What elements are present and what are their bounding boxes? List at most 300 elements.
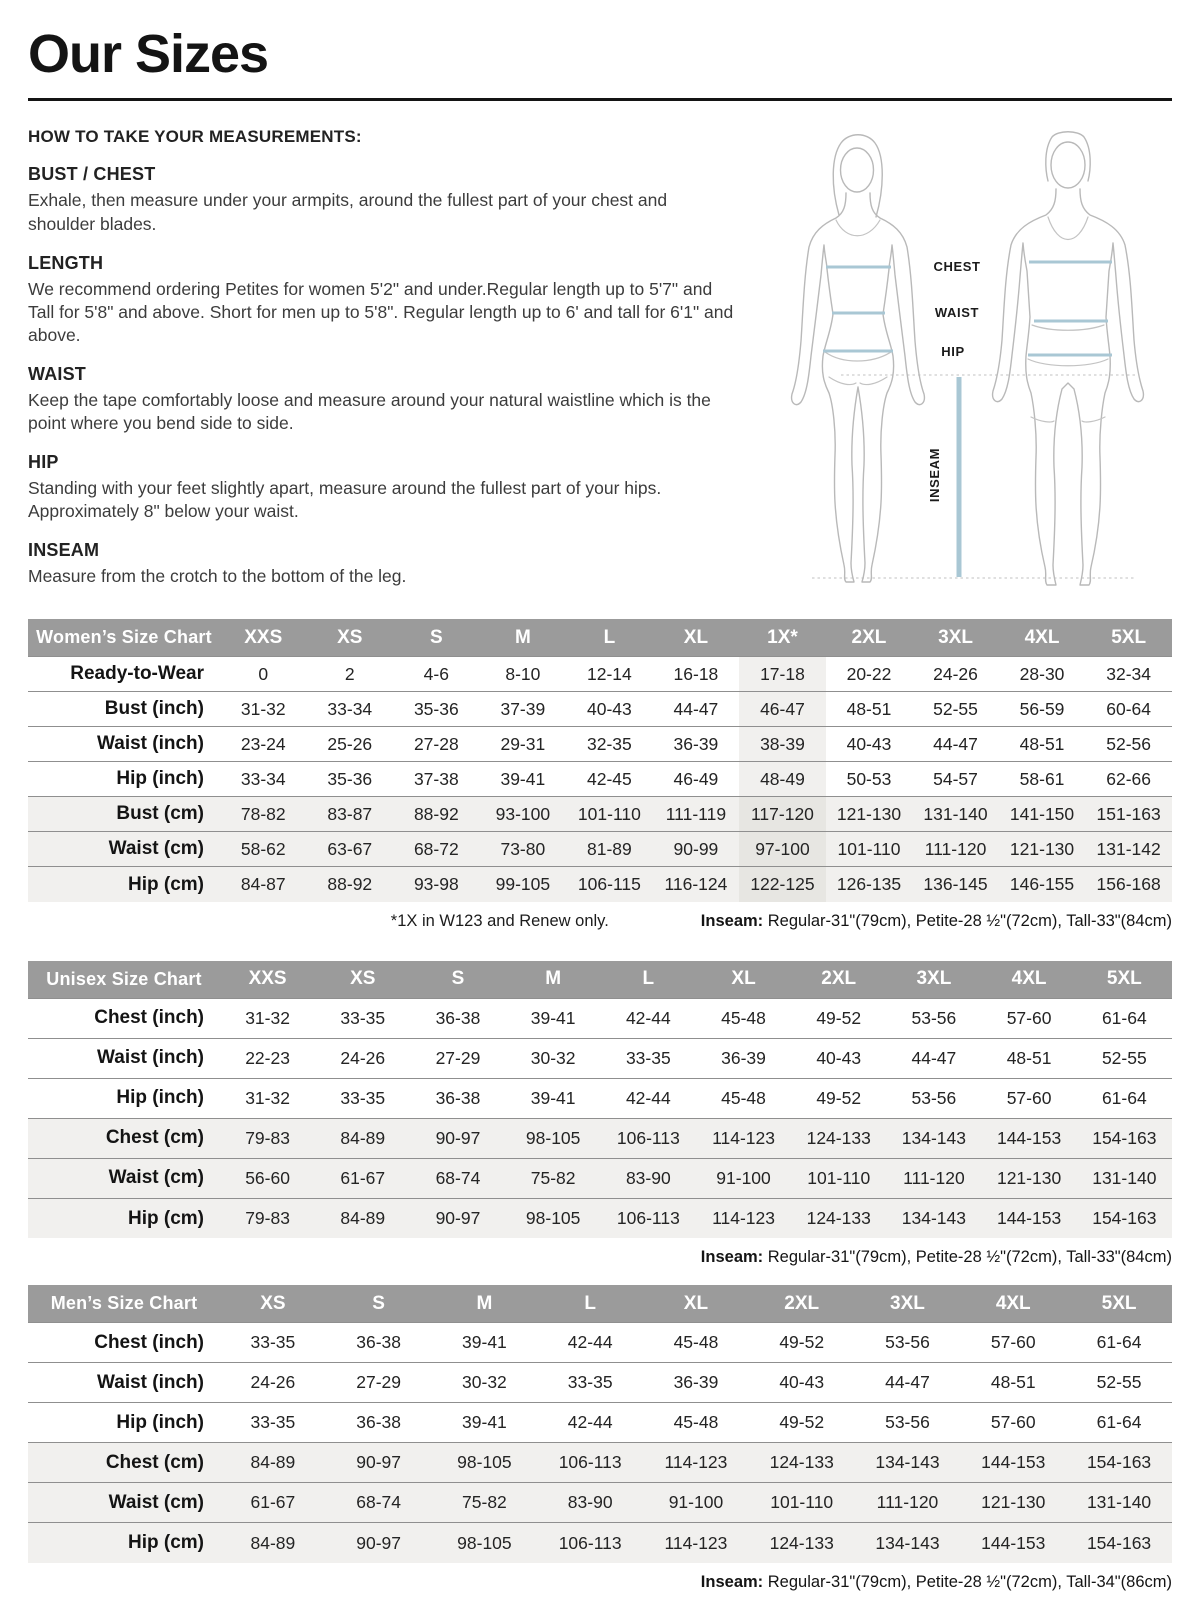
column-header: M xyxy=(432,1285,538,1323)
size-cell: 134-143 xyxy=(875,1452,940,1473)
size-cell: 57-60 xyxy=(990,1412,1036,1433)
row-label: Bust (inch) xyxy=(104,698,204,720)
body-measurement-figure xyxy=(740,125,1172,601)
size-cell: 29-31 xyxy=(500,733,546,754)
column-header: L xyxy=(601,961,696,999)
unisex-size-chart-table xyxy=(28,961,1172,1239)
size-cell: 49-52 xyxy=(816,1087,862,1108)
size-cell: 17-18 xyxy=(739,657,826,692)
size-cell: 144-153 xyxy=(981,1452,1046,1473)
size-cell: 111-120 xyxy=(903,1167,965,1188)
size-cell: 31-32 xyxy=(240,698,286,719)
size-cell: 134-143 xyxy=(901,1127,967,1148)
size-cell: 38-39 xyxy=(739,727,826,762)
table-row xyxy=(28,998,1172,1038)
woman-neckline xyxy=(836,220,880,236)
row-label: Chest (inch) xyxy=(94,1331,204,1353)
size-cell: 134-143 xyxy=(875,1532,940,1553)
size-cell: 52-55 xyxy=(1101,1047,1147,1068)
size-cell: 124-133 xyxy=(806,1127,871,1148)
size-cell: 57-60 xyxy=(990,1332,1036,1353)
size-cell: 36-38 xyxy=(356,1332,402,1353)
size-cell: 45-48 xyxy=(673,1332,719,1353)
table-row xyxy=(28,1038,1172,1078)
woman-bottoms-leg-openings xyxy=(829,377,887,385)
table-header-row xyxy=(28,1285,1172,1323)
size-cell: 48-51 xyxy=(846,698,892,719)
mens-inseam-note xyxy=(701,1573,1172,1592)
size-cell: 32-35 xyxy=(587,733,632,754)
size-cell: 44-47 xyxy=(911,1047,957,1068)
column-header: XL xyxy=(643,1285,749,1323)
table-header-row xyxy=(28,961,1172,999)
size-cell: 91-100 xyxy=(716,1167,771,1188)
column-header: S xyxy=(326,1285,432,1323)
woman-outline xyxy=(792,135,925,582)
table-header-row xyxy=(28,619,1172,657)
column-header: XS xyxy=(307,619,394,657)
size-cell: 33-35 xyxy=(250,1332,296,1353)
size-cell: 27-28 xyxy=(413,733,459,754)
size-cell: 141-150 xyxy=(1009,803,1075,824)
size-cell: 131-140 xyxy=(1092,1167,1157,1188)
size-cell: 58-61 xyxy=(1019,768,1065,789)
size-cell: 154-163 xyxy=(1086,1452,1152,1473)
size-cell: 2 xyxy=(344,663,355,684)
table-title: Men’s Size Chart xyxy=(28,1285,220,1323)
table-row xyxy=(28,727,1172,762)
section-body: We recommend ordering Petites for women 5'2" and under.Regular length up to 5'7" and Tall for 5'8" and above. Short for men up to 5'8". Regular length up to 6' and tall for 6'1" and above. xyxy=(28,278,734,345)
size-cell: 22-23 xyxy=(245,1047,290,1068)
size-cell: 156-168 xyxy=(1096,874,1161,895)
row-label: Waist (inch) xyxy=(97,733,204,755)
table-row xyxy=(28,692,1172,727)
size-cell: 136-145 xyxy=(923,874,988,895)
size-cell: 60-64 xyxy=(1106,698,1152,719)
size-cell: 90-97 xyxy=(356,1452,402,1473)
size-cell: 84-87 xyxy=(240,874,286,895)
unisex-size-chart-section xyxy=(28,961,1172,1268)
table-row xyxy=(28,1078,1172,1118)
man-neckline xyxy=(1048,217,1088,240)
size-cell: 24-26 xyxy=(250,1372,296,1393)
size-cell: 42-45 xyxy=(587,768,632,789)
measurements-and-diagram xyxy=(28,125,1172,601)
size-cell: 42-44 xyxy=(567,1332,613,1353)
column-header: 2XL xyxy=(749,1285,855,1323)
size-cell: 39-41 xyxy=(530,1087,576,1108)
size-cell: 54-57 xyxy=(933,768,978,789)
size-cell: 49-52 xyxy=(779,1332,825,1353)
size-cell: 83-90 xyxy=(625,1167,671,1188)
size-cell: 75-82 xyxy=(530,1167,576,1188)
table-title: Unisex Size Chart xyxy=(28,961,220,999)
size-cell: 36-38 xyxy=(435,1007,481,1028)
size-cell: 53-56 xyxy=(911,1007,957,1028)
size-cell: 44-47 xyxy=(673,698,719,719)
column-header: M xyxy=(506,961,601,999)
man-shorts-waistband xyxy=(1028,359,1108,366)
size-cell: 40-43 xyxy=(587,698,632,719)
table-row xyxy=(28,1323,1172,1363)
section-title: INSEAM xyxy=(28,540,100,561)
measurement-section-bust-chest xyxy=(28,164,734,235)
size-cell: 154-163 xyxy=(1092,1208,1157,1229)
man-head xyxy=(1051,142,1085,188)
woman-body xyxy=(792,193,925,582)
column-header: 3XL xyxy=(912,619,999,657)
size-cell: 131-140 xyxy=(1086,1492,1152,1513)
size-cell: 106-113 xyxy=(558,1452,622,1473)
size-cell: 134-143 xyxy=(901,1208,967,1229)
size-cell: 61-67 xyxy=(340,1167,386,1188)
size-cell: 68-72 xyxy=(413,838,459,859)
size-cell: 46-49 xyxy=(673,768,719,789)
size-cell: 79-83 xyxy=(245,1208,290,1229)
size-cell: 42-44 xyxy=(625,1087,671,1108)
column-header: 2XL xyxy=(826,619,913,657)
womens-inseam-note xyxy=(701,912,1172,931)
column-header: L xyxy=(537,1285,643,1323)
size-cell: 56-60 xyxy=(245,1167,290,1188)
mens-size-chart-table xyxy=(28,1285,1172,1563)
table-row xyxy=(28,657,1172,692)
table-row xyxy=(28,797,1172,832)
size-cell: 44-47 xyxy=(933,733,978,754)
column-header: XXS xyxy=(220,961,315,999)
size-cell: 42-44 xyxy=(625,1007,671,1028)
size-cell: 33-35 xyxy=(340,1007,386,1028)
size-cell: 36-38 xyxy=(435,1087,481,1108)
man-shirt-hem xyxy=(1032,325,1104,330)
size-cell: 93-98 xyxy=(413,874,459,895)
row-label: Hip (inch) xyxy=(116,768,204,790)
woman-bottoms-waistband xyxy=(825,352,891,361)
size-cell: 122-125 xyxy=(739,867,826,902)
column-header: XL xyxy=(653,619,740,657)
size-cell: 30-32 xyxy=(530,1047,576,1068)
size-cell: 106-113 xyxy=(616,1208,680,1229)
size-cell: 84-89 xyxy=(250,1532,296,1553)
column-header: 1X* xyxy=(739,619,826,657)
size-cell: 114-123 xyxy=(664,1532,728,1553)
size-cell: 84-89 xyxy=(250,1452,296,1473)
size-cell: 116-124 xyxy=(664,874,728,895)
size-cell: 98-105 xyxy=(457,1532,512,1553)
size-cell: 49-52 xyxy=(816,1007,862,1028)
inseam-label: INSEAM xyxy=(927,448,942,503)
size-cell: 33-35 xyxy=(340,1087,386,1108)
page-title: Our Sizes xyxy=(28,24,269,84)
size-cell: 62-66 xyxy=(1106,768,1152,789)
row-label: Chest (cm) xyxy=(105,1451,204,1473)
row-label: Hip (cm) xyxy=(128,1532,204,1554)
size-cell: 35-36 xyxy=(413,698,459,719)
size-cell: 37-38 xyxy=(413,768,459,789)
measurements-heading: HOW TO TAKE YOUR MEASUREMENTS: xyxy=(28,127,362,147)
size-cell: 44-47 xyxy=(885,1372,930,1393)
section-title: LENGTH xyxy=(28,252,104,273)
table-row xyxy=(28,867,1172,902)
size-cell: 99-105 xyxy=(495,874,551,895)
womens-table-notes xyxy=(28,912,1172,931)
size-cell: 79-83 xyxy=(245,1127,290,1148)
size-cell: 24-26 xyxy=(933,663,978,684)
size-cell: 61-64 xyxy=(1096,1412,1142,1433)
size-cell: 73-80 xyxy=(500,838,546,859)
womens-footnote: *1X in W123 and Renew only. xyxy=(390,911,609,930)
row-label: Hip (inch) xyxy=(116,1087,204,1109)
size-cell: 45-48 xyxy=(721,1087,766,1108)
section-title: WAIST xyxy=(28,363,86,384)
size-cell: 57-60 xyxy=(1006,1087,1052,1108)
row-label: Hip (cm) xyxy=(128,873,204,895)
size-cell: 16-18 xyxy=(673,663,719,684)
size-cell: 151-163 xyxy=(1096,803,1161,824)
size-cell: 131-140 xyxy=(923,803,988,824)
row-label: Waist (inch) xyxy=(97,1047,204,1069)
size-cell: 8-10 xyxy=(505,663,541,684)
size-cell: 81-89 xyxy=(587,838,632,859)
size-cell: 53-56 xyxy=(885,1412,930,1433)
column-header: S xyxy=(410,961,505,999)
size-cell: 68-74 xyxy=(435,1167,481,1188)
size-cell: 121-130 xyxy=(981,1492,1046,1513)
size-cell: 40-43 xyxy=(779,1372,825,1393)
size-cell: 83-90 xyxy=(567,1492,613,1513)
table-row xyxy=(28,832,1172,867)
size-cell: 154-163 xyxy=(1086,1532,1152,1553)
row-label: Ready-to-Wear xyxy=(70,663,204,685)
womens-size-chart-table xyxy=(28,619,1172,902)
size-cell: 33-34 xyxy=(240,768,286,789)
table-row xyxy=(28,1523,1172,1563)
size-cell: 0 xyxy=(258,663,269,684)
column-header: XL xyxy=(696,961,791,999)
measurement-section-waist xyxy=(28,364,734,435)
table-row xyxy=(28,1483,1172,1523)
size-cell: 12-14 xyxy=(587,663,632,684)
size-cell: 28-30 xyxy=(1019,663,1065,684)
size-cell: 45-48 xyxy=(721,1007,766,1028)
measurement-section-inseam xyxy=(28,540,734,588)
hip-label: HIP xyxy=(941,344,965,360)
column-header: 2XL xyxy=(791,961,886,999)
size-cell: 36-39 xyxy=(721,1047,766,1068)
size-cell: 25-26 xyxy=(327,733,373,754)
size-cell: 63-67 xyxy=(327,838,373,859)
size-cell: 33-35 xyxy=(625,1047,671,1068)
section-title: BUST / CHEST xyxy=(28,164,156,185)
size-cell: 124-133 xyxy=(769,1532,834,1553)
size-cell: 39-41 xyxy=(530,1007,576,1028)
table-row xyxy=(28,1118,1172,1158)
chest-label: CHEST xyxy=(933,259,981,275)
size-cell: 40-43 xyxy=(816,1047,862,1068)
measurement-diagram xyxy=(740,125,1172,601)
size-cell: 52-55 xyxy=(933,698,978,719)
size-cell: 98-105 xyxy=(457,1452,512,1473)
size-cell: 36-38 xyxy=(356,1412,402,1433)
size-cell: 42-44 xyxy=(567,1412,613,1433)
inseam-note-text: Regular-31"(79cm), Petite-28 ½"(72cm), Tall-33"(84cm) xyxy=(767,1248,1172,1267)
size-cell: 106-115 xyxy=(577,874,641,895)
size-cell: 90-97 xyxy=(356,1532,402,1553)
table-row xyxy=(28,762,1172,797)
table-row xyxy=(28,1363,1172,1403)
row-label: Waist (inch) xyxy=(97,1371,204,1393)
size-cell: 20-22 xyxy=(846,663,892,684)
size-cell: 84-89 xyxy=(340,1127,386,1148)
size-cell: 144-153 xyxy=(981,1532,1046,1553)
section-title: HIP xyxy=(28,452,59,473)
size-cell: 52-56 xyxy=(1106,733,1152,754)
measurement-section-length xyxy=(28,253,734,347)
size-cell: 90-97 xyxy=(435,1127,481,1148)
size-cell: 52-55 xyxy=(1096,1372,1142,1393)
size-cell: 90-99 xyxy=(673,838,719,859)
size-cell: 23-24 xyxy=(240,733,286,754)
size-cell: 27-29 xyxy=(356,1372,402,1393)
size-cell: 50-53 xyxy=(846,768,892,789)
unisex-inseam-note xyxy=(701,1248,1172,1267)
size-cell: 114-123 xyxy=(712,1208,775,1229)
size-cell: 48-51 xyxy=(1006,1047,1052,1068)
column-header: 5XL xyxy=(1077,961,1172,999)
row-label: Hip (inch) xyxy=(116,1411,204,1433)
section-body: Exhale, then measure under your armpits, around the fullest part of your chest and shoulder blades. xyxy=(28,190,668,234)
size-cell: 53-56 xyxy=(911,1087,957,1108)
size-cell: 101-110 xyxy=(837,838,901,859)
column-header: 4XL xyxy=(982,961,1077,999)
size-cell: 32-34 xyxy=(1106,663,1152,684)
size-cell: 45-48 xyxy=(673,1412,719,1433)
size-cell: 53-56 xyxy=(885,1332,930,1353)
size-cell: 83-87 xyxy=(327,803,373,824)
mens-size-chart-section xyxy=(28,1285,1172,1592)
size-cell: 98-105 xyxy=(525,1208,581,1229)
waist-label: WAIST xyxy=(934,305,980,321)
size-cell: 36-39 xyxy=(673,733,719,754)
inseam-note-text: Regular-31"(79cm), Petite-28 ½"(72cm), Tall-34"(86cm) xyxy=(767,1572,1172,1591)
column-header: 5XL xyxy=(1066,1285,1172,1323)
size-cell: 24-26 xyxy=(340,1047,386,1068)
size-cell: 144-153 xyxy=(996,1127,1062,1148)
section-body: Keep the tape comfortably loose and measure around your natural waistline which is the point where you bend side to side. xyxy=(28,389,711,434)
size-cell: 106-113 xyxy=(616,1127,680,1148)
table-title: Women’s Size Chart xyxy=(28,619,220,657)
size-cell: 88-92 xyxy=(413,803,459,824)
unisex-table-notes xyxy=(28,1248,1172,1267)
column-header: 4XL xyxy=(999,619,1086,657)
column-header: XS xyxy=(315,961,410,999)
size-cell: 90-97 xyxy=(435,1208,481,1229)
size-cell: 39-41 xyxy=(462,1412,507,1433)
man-outline xyxy=(993,132,1144,585)
row-label: Waist (cm) xyxy=(108,1167,204,1189)
size-cell: 35-36 xyxy=(327,768,373,789)
size-cell: 93-100 xyxy=(495,803,551,824)
table-row xyxy=(28,1443,1172,1483)
size-cell: 111-120 xyxy=(876,1492,939,1513)
inseam-note-label: Inseam: xyxy=(700,1248,764,1267)
size-cell: 91-100 xyxy=(668,1492,724,1513)
size-cell: 4-6 xyxy=(423,663,449,684)
mens-table-notes xyxy=(28,1573,1172,1592)
size-cell: 114-123 xyxy=(712,1127,775,1148)
size-cell: 48-51 xyxy=(1019,733,1065,754)
size-cell: 46-47 xyxy=(739,692,826,727)
womens-size-chart-section xyxy=(28,619,1172,931)
size-cell: 40-43 xyxy=(846,733,892,754)
man-shorts-leg-openings xyxy=(1031,417,1105,422)
size-cell: 111-120 xyxy=(924,838,987,859)
row-label: Waist (cm) xyxy=(108,838,204,860)
size-cell: 49-52 xyxy=(779,1412,825,1433)
size-cell: 33-35 xyxy=(250,1412,296,1433)
column-header: M xyxy=(480,619,567,657)
size-cell: 124-133 xyxy=(806,1208,871,1229)
man-body xyxy=(993,189,1144,585)
column-header: S xyxy=(393,619,480,657)
size-cell: 98-105 xyxy=(525,1127,581,1148)
row-label: Waist (cm) xyxy=(108,1491,204,1513)
size-cell: 146-155 xyxy=(1009,874,1075,895)
size-cell: 97-100 xyxy=(739,832,826,867)
size-cell: 121-130 xyxy=(996,1167,1062,1188)
inseam-note-label: Inseam: xyxy=(700,911,764,930)
title-divider xyxy=(28,98,1172,101)
table-row xyxy=(28,1403,1172,1443)
row-label: Chest (inch) xyxy=(94,1007,204,1029)
size-cell: 111-119 xyxy=(665,803,727,824)
size-cell: 61-64 xyxy=(1096,1332,1142,1353)
inseam-note-label: Inseam: xyxy=(700,1572,764,1591)
size-cell: 61-67 xyxy=(250,1492,296,1513)
size-cell: 27-29 xyxy=(435,1047,481,1068)
size-cell: 39-41 xyxy=(500,768,546,789)
measurement-section-hip xyxy=(28,452,734,523)
size-cell: 124-133 xyxy=(769,1452,834,1473)
section-body: Standing with your feet slightly apart, measure around the fullest part of your hips. Approximately 8" below your waist. xyxy=(28,478,662,522)
size-cell: 48-49 xyxy=(739,762,826,797)
size-cell: 75-82 xyxy=(462,1492,507,1513)
column-header: 3XL xyxy=(886,961,981,999)
size-cell: 68-74 xyxy=(356,1492,402,1513)
size-cell: 121-130 xyxy=(1009,838,1075,859)
size-cell: 126-135 xyxy=(836,874,902,895)
size-cell: 131-142 xyxy=(1096,838,1161,859)
size-cell: 33-35 xyxy=(567,1372,613,1393)
size-cell: 154-163 xyxy=(1092,1127,1157,1148)
row-label: Bust (cm) xyxy=(116,803,204,825)
size-cell: 121-130 xyxy=(836,803,902,824)
column-header: 4XL xyxy=(960,1285,1066,1323)
size-cell: 144-153 xyxy=(996,1208,1062,1229)
size-cell: 58-62 xyxy=(240,838,286,859)
table-row xyxy=(28,1198,1172,1238)
column-header: XS xyxy=(220,1285,326,1323)
size-cell: 30-32 xyxy=(462,1372,507,1393)
size-cell: 31-32 xyxy=(245,1087,290,1108)
size-cell: 101-110 xyxy=(770,1492,834,1513)
column-header: XXS xyxy=(220,619,307,657)
size-cell: 56-59 xyxy=(1019,698,1065,719)
row-label: Chest (cm) xyxy=(105,1127,204,1149)
size-cell: 78-82 xyxy=(240,803,286,824)
measurement-instructions xyxy=(28,125,734,601)
section-body: Measure from the crotch to the bottom of the leg. xyxy=(28,566,407,587)
